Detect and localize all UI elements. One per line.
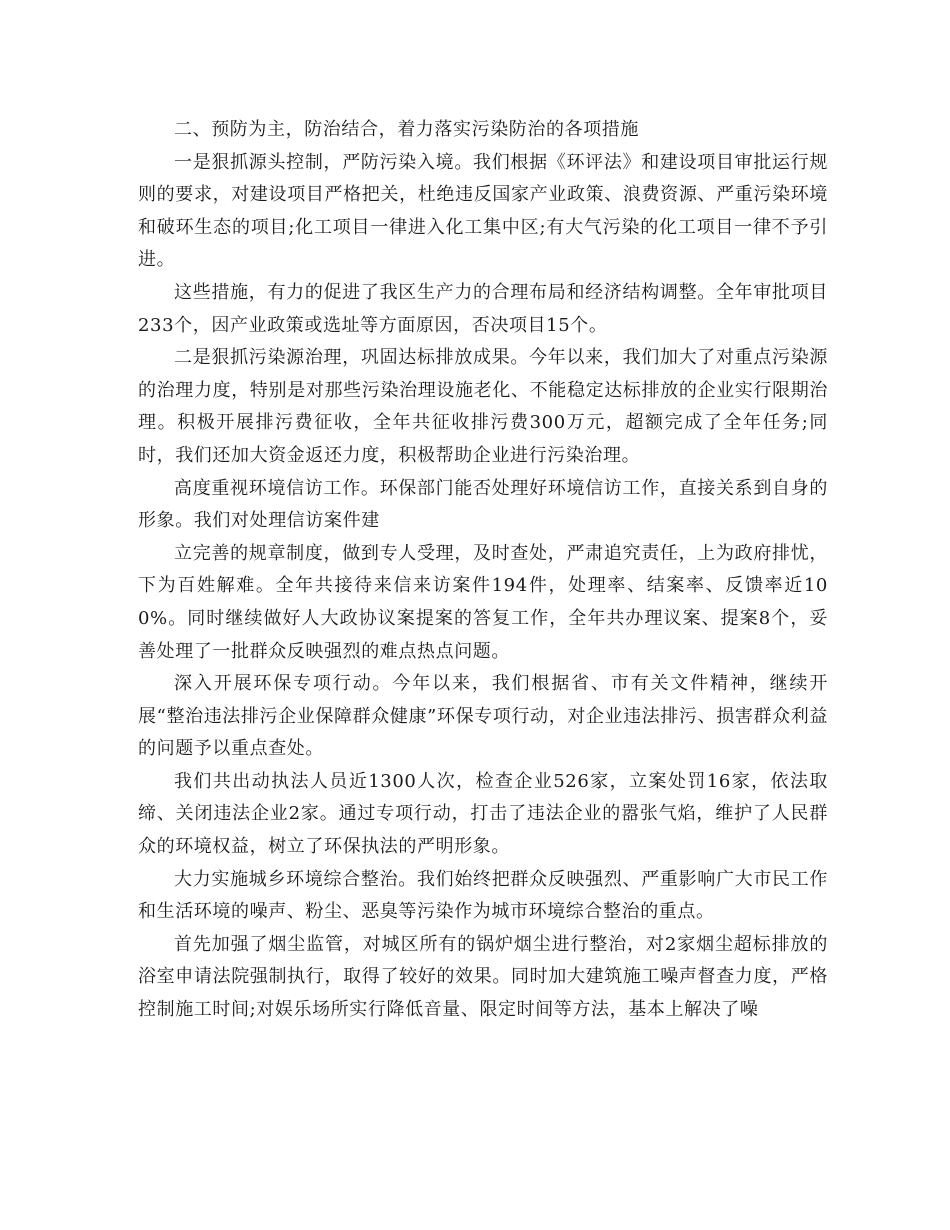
section-heading: 二、预防为主，防治结合，着力落实污染防治的各项措施 bbox=[174, 119, 639, 140]
document-body bbox=[138, 114, 828, 1027]
paragraph-petition-rules: 立完善的规章制度，做到专人受理，及时查处，严肃追究责任，上为政府排忧，下为百姓解难。全年共接待来信来访案件194件，处理率、结案率、反馈率近100%。同时继续做好人大政协议案提案的答复工作，全年共办理议案、提案8个，妥善处理了一批群众反映强烈的难点热点问题。 bbox=[138, 542, 828, 662]
paragraph-petition-work: 高度重视环境信访工作。环保部门能否处理好环境信访工作，直接关系到自身的形象。我们对处理信访案件建 bbox=[138, 477, 828, 532]
paragraph-pollution-treatment: 二是狠抓污染源治理，巩固达标排放成果。今年以来，我们加大了对重点污染源的治理力度，特别是对那些污染治理设施老化、不能稳定达标排放的企业实行限期治理。积极开展排污费征收，全年共征收排污费300万元，超额完成了全年任务;同时，我们还加大资金返还力度，积极帮助企业进行污染治理。 bbox=[138, 347, 828, 466]
paragraph-special-action: 深入开展环保专项行动。今年以来，我们根据省、市有关文件精神，继续开展“整治违法排污企业保障群众健康”环保专项行动，对企业违法排污、损害群众利益的问题予以重点查处。 bbox=[138, 673, 828, 760]
paragraph-source-control: 一是狠抓源头控制，严防污染入境。我们根据《环评法》和建设项目审批运行规则的要求，对建设项目严格把关，杜绝违反国家产业政策、浪费资源、严重污染环境和破环生态的项目;化工项目一律进入化工集中区;有大气污染的化工项目一律不予引进。 bbox=[138, 151, 828, 271]
paragraph-enforcement-stats: 我们共出动执法人员近1300人次，检查企业526家，立案处罚16家，依法取缔、关闭违法企业2家。通过专项行动，打击了违法企业的嚣张气焰，维护了人民群众的环境权益，树立了环保执法的严明形象。 bbox=[138, 770, 828, 858]
paragraph-measures-result: 这些措施，有力的促进了我区生产力的合理布局和经济结构调整。全年审批项目233个，因产业政策或选址等方面原因，否决项目15个。 bbox=[138, 281, 828, 336]
paragraph-environment-renovation: 大力实施城乡环境综合整治。我们始终把群众反映强烈、严重影响广大市民工作和生活环境的噪声、粉尘、恶臭等污染作为城市环境综合整治的重点。 bbox=[138, 868, 828, 923]
paragraph-smoke-noise: 首先加强了烟尘监管，对城区所有的锅炉烟尘进行整治，对2家烟尘超标排放的浴室申请法院强制执行，取得了较好的效果。同时加大建筑施工噪声督查力度，严格控制施工时间;对娱乐场所实行降低音量、限定时间等方法，基本上解决了噪 bbox=[138, 933, 828, 1021]
